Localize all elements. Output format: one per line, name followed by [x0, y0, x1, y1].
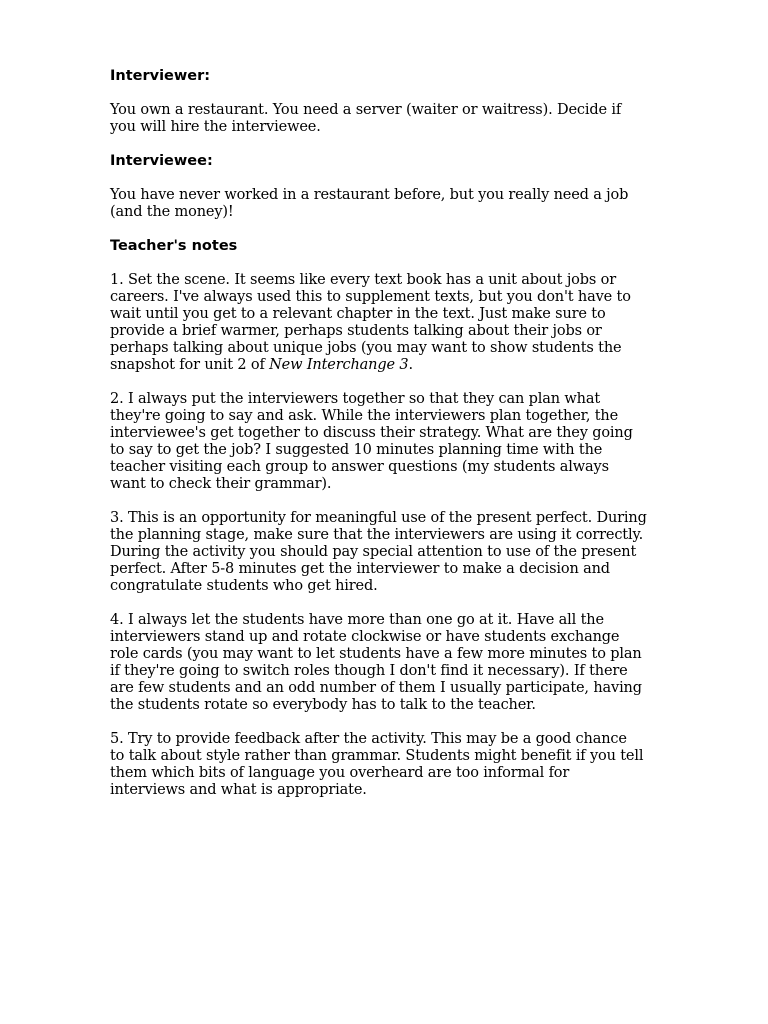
text-line: interviewee's get together to discuss their strategy. What are they going [110, 425, 633, 441]
note-4-paragraph [110, 612, 702, 714]
text-line: them which bits of language you overheard are too informal for [110, 765, 570, 781]
text-line: 2. I always put the interviewers together so that they can plan what [110, 391, 601, 407]
teachers-notes-heading: Teacher's notes [110, 238, 238, 254]
text-line: 3. This is an opportunity for meaningful use of the present perfect. During [110, 510, 647, 526]
text-line: 5. Try to provide feedback after the activity. This may be a good chance [110, 731, 627, 747]
text-line: You have never worked in a restaurant before, but you really need a job [110, 187, 629, 203]
text-line: the students rotate so everybody has to talk to the teacher. [110, 697, 536, 713]
text-line: interviews and what is appropriate. [110, 782, 367, 798]
text-line: (and the money)! [110, 204, 234, 220]
interviewee-heading: Interviewee: [110, 153, 213, 169]
text-line: careers. I've always used this to supplement texts, but you don't have to [110, 289, 631, 305]
note-2-paragraph [110, 391, 702, 493]
text-line: perhaps talking about unique jobs (you may want to show students the [110, 340, 622, 356]
text-line: perfect. After 5-8 minutes get the interviewer to make a decision and [110, 561, 610, 577]
note-5-paragraph [110, 731, 702, 799]
text-line: interviewers stand up and rotate clockwise or have students exchange [110, 629, 620, 645]
text-segment: . [408, 357, 413, 373]
note-1-paragraph [110, 272, 702, 374]
text-line: wait until you get to a relevant chapter in the text. Just make sure to [110, 306, 606, 322]
text-line: 4. I always let the students have more than one go at it. Have all the [110, 612, 604, 628]
interviewee-paragraph [110, 187, 702, 221]
text-line: teacher visiting each group to answer questions (my students always [110, 459, 609, 475]
text-line [110, 357, 702, 374]
text-line: the planning stage, make sure that the interviewers are using it correctly. [110, 527, 644, 543]
interviewer-paragraph [110, 102, 702, 136]
text-line: 1. Set the scene. It seems like every text book has a unit about jobs or [110, 272, 616, 288]
book-title: New Interchange 3 [269, 357, 409, 373]
note-3-paragraph [110, 510, 702, 595]
text-line: if they're going to switch roles though I don't find it necessary). If there [110, 663, 628, 679]
text-line: role cards (you may want to let students have a few more minutes to plan [110, 646, 642, 662]
text-line: you will hire the interviewee. [110, 119, 321, 135]
interviewer-heading: Interviewer: [110, 68, 211, 84]
text-segment: snapshot for unit 2 of [110, 357, 270, 373]
text-line: are few students and an odd number of them I usually participate, having [110, 680, 642, 696]
text-line: During the activity you should pay special attention to use of the present [110, 544, 637, 560]
text-line: provide a brief warmer, perhaps students talking about their jobs or [110, 323, 602, 339]
text-line: want to check their grammar). [110, 476, 332, 492]
document-page [110, 68, 702, 816]
text-line: they're going to say and ask. While the interviewers plan together, the [110, 408, 619, 424]
text-line: to say to get the job? I suggested 10 minutes planning time with the [110, 442, 603, 458]
text-line: to talk about style rather than grammar. Students might benefit if you tell [110, 748, 644, 764]
text-line: You own a restaurant. You need a server (waiter or waitress). Decide if [110, 102, 622, 118]
text-line: congratulate students who get hired. [110, 578, 378, 594]
